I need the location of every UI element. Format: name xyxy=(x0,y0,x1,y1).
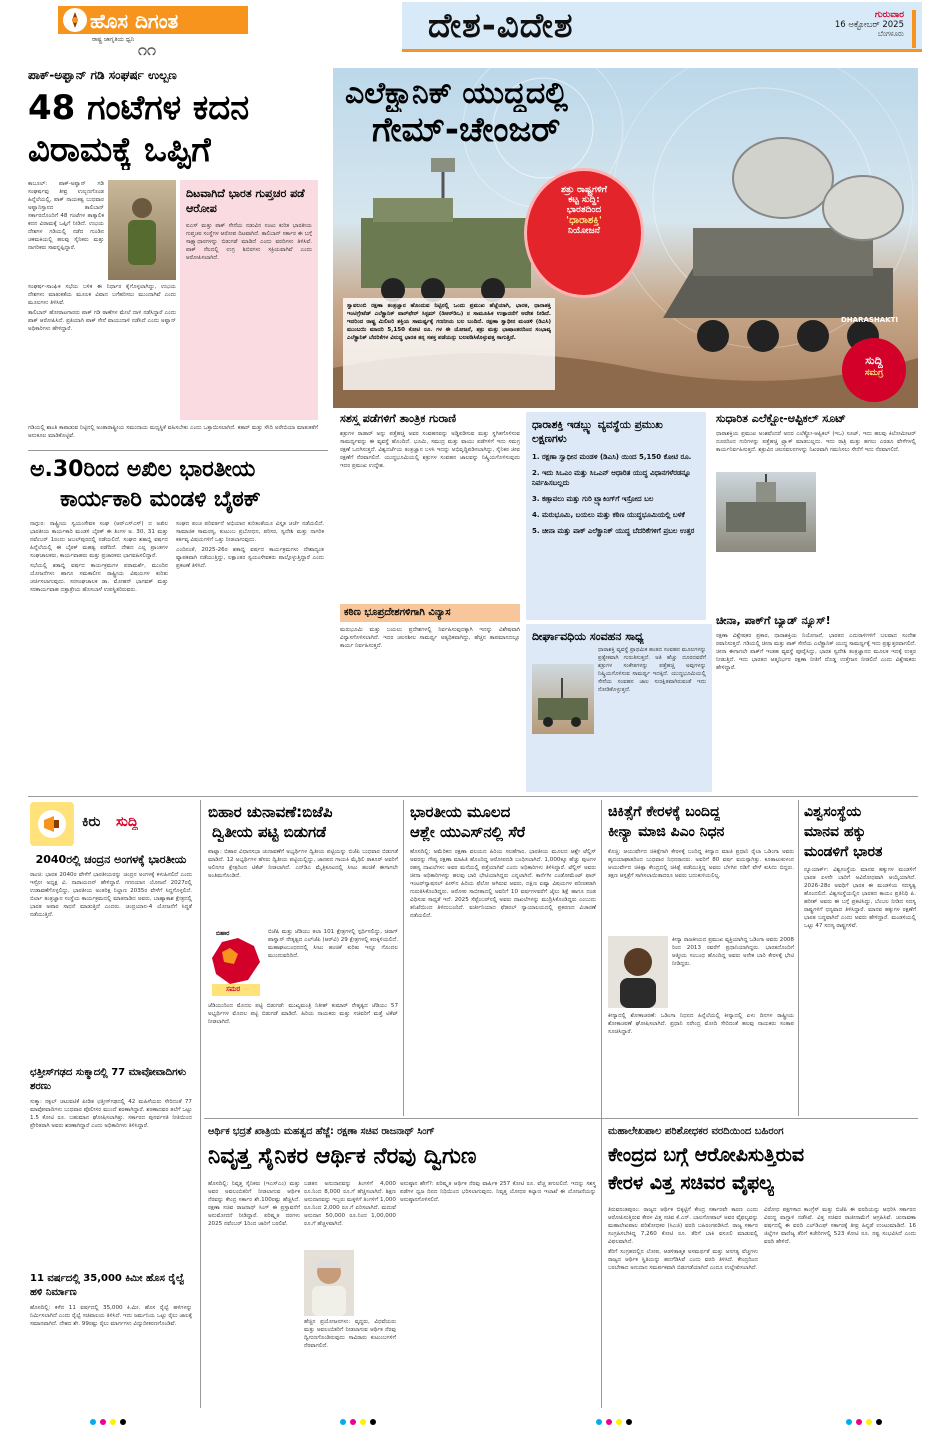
pension-headline: ನಿವೃತ್ತ ಸೈನಿಕರ ಆರ್ಥಿಕ ನೆರವು ದ್ವಿಗುಣ xyxy=(208,1144,477,1169)
bihar-body xyxy=(208,848,398,924)
pension-body-col1 xyxy=(208,1180,300,1406)
callout-line: ಶತ್ರು ರಾಷ್ಟ್ರಗಳಿಗೆ xyxy=(560,185,608,195)
pension-body-col3 xyxy=(400,1180,596,1406)
pension-kicker: ಆರ್ಥಿಕ ಭದ್ರತೆ ಖಾತ್ರಿಯ ಮಹತ್ವದ ಹೆಜ್ಜೆ: ರಕ್ಷಣಾ ಸಚಿವ ರಾಜನಾಥ್ ಸಿಂಗ್ xyxy=(208,1126,435,1137)
bihar-headline-line1: ಬಿಹಾರ ಚುನಾವಣೆ:ಬಿಜೆಪಿ xyxy=(208,803,333,821)
bihar-body-b xyxy=(268,928,398,998)
bihar-body-c xyxy=(208,1002,398,1112)
kiru-item-headline: 11 ವರ್ಷದಲ್ಲಿ 35,000 ಕಿಮೀ ಹೊಸ ರೈಲ್ವೆ ಹಳಿ ನಿರ್ಮಾಣ xyxy=(30,1273,185,1298)
kiru-item-body: ಸುಕ್ಮಾ: ನಕ್ಸಲ್ ಚಟುವಟಿಕೆ ಪೀಡಿತ ಛತ್ತೀಸ್‌ಗಢದಲ್ಲಿ 42 ಮಹಿಳೆಯರು ಸೇರಿದಂತೆ 77 ಮಾವೋವಾದಿಗಳು ಬುಧವಾರ ಪೊಲೀಸರ ಮುಂದೆ ಶರಣಾಗಿದ್ದಾರೆ. ಶರಣಾದವರ ತಲೆಗೆ ಒಟ್ಟು 1.5 ಕೋಟಿ ರೂ. ಬಹುಮಾನ ಘೋಷಿಸಲಾಗಿತ್ತು. ಸರ್ಕಾರದ ಪುನರ್ವಸತಿ ನೀತಿಯಿಂದ ಪ್ರೇರಿತರಾಗಿ ಅವರು ಶರಣಾಗಿದ್ದಾರೆ ಎಂದು ಅಧಿಕಾರಿಗಳು ತಿಳಿಸಿದ್ದಾರೆ. xyxy=(30,1099,192,1129)
kenya-body-c xyxy=(608,1012,794,1110)
ashley-headline-line2: ಆಶ್ಲೇ ಯುಎಸ್‌ನಲ್ಲಿ ಸೆರೆ xyxy=(410,823,526,841)
kenya-body xyxy=(608,848,794,934)
feature-headline-line1: ಎಲೆಕ್ಟ್ರಾನಿಕ್ ಯುದ್ಧದಲ್ಲಿ xyxy=(345,76,568,111)
lead-headline-line1: 48 ಗಂಟೆಗಳ ಕದನ xyxy=(28,88,250,128)
masthead xyxy=(0,0,945,60)
unhrc-body: ನ್ಯೂಯಾರ್ಕ್: ವಿಶ್ವಸಂಸ್ಥೆಯ ಮಾನವ ಹಕ್ಕುಗಳ ಮಂಡಳಿಗೆ ಭಾರತ ಏಳನೇ ಬಾರಿಗೆ ಅವಿರೋಧವಾಗಿ ಆಯ್ಕೆಯಾಗಿದೆ. 2026-28ರ ಅವಧಿಗೆ ಭಾರತ ಈ ಮಂಡಳಿಯ ಸದಸ್ಯತ್ವ ಹೊಂದಲಿದೆ. ವಿಶ್ವಸಂಸ್ಥೆಯಲ್ಲಿನ ಭಾರತದ ಕಾಯಂ ಪ್ರತಿನಿಧಿ ಪಿ. ಹರೀಶ್ ಅವರು ಈ ಬಗ್ಗೆ ಪ್ರಕಟಿಸಿದ್ದು, ಬೆಂಬಲ ನೀಡಿದ ಸದಸ್ಯ ರಾಷ್ಟ್ರಗಳಿಗೆ ಧನ್ಯವಾದ ತಿಳಿಸಿದ್ದಾರೆ. ಮಾನವ ಹಕ್ಕುಗಳ ರಕ್ಷಣೆಗೆ ಭಾರತ ಬದ್ಧವಾಗಿದೆ ಎಂದು ಅವರು ಹೇಳಿದ್ದಾರೆ. ಮಂಡಳಿಯಲ್ಲಿ ಒಟ್ಟು 47 ಸದಸ್ಯ ರಾಷ್ಟ್ರಗಳಿವೆ. xyxy=(804,867,916,929)
unhrc-headline-line3: ಮಂಡಳಿಗೆ ಭಾರತ xyxy=(804,844,883,860)
divider xyxy=(403,800,404,1116)
date-block xyxy=(810,10,916,48)
callout-line: ನಿಯೋಜನೆ xyxy=(568,226,600,236)
kenya-headline-line1: ಚಿಕಿತ್ಸೆಗೆ ಕೇರಳಕ್ಕೆ ಬಂದಿದ್ದ xyxy=(608,804,721,820)
kenya-paragraph: ಕೊಚ್ಚಿ: ಆಯುರ್ವೇದ ಚಿಕಿತ್ಸೆಗಾಗಿ ಕೇರಳಕ್ಕೆ ಬಂದಿದ್ದ ಕೀನ್ಯಾದ ಮಾಜಿ ಪ್ರಧಾನಿ ರೈಲಾ ಒಡಿಂಗಾ ಅವರು ಹೃದಯಾಘಾತದಿಂದ ಬುಧವಾರ ನಿಧನರಾದರು. ಅವರಿಗೆ 80 ವರ್ಷ ವಯಸ್ಸಾಗಿತ್ತು. ಕೂತಾಟುಕುಳಂನ ಆಯುರ್ವೇದ ಚಿಕಿತ್ಸಾ ಕೇಂದ್ರದಲ್ಲಿ ಚಿಕಿತ್ಸೆ ಪಡೆಯುತ್ತಿದ್ದ ಅವರು ಬೆಳಗಿನ ನಡಿಗೆ ವೇಳೆ ಕುಸಿದು ಬಿದ್ದರು. ತಕ್ಷಣ ಆಸ್ಪತ್ರೆಗೆ ಸಾಗಿಸಲಾಯಿತಾದರೂ ಅವರು ಬದುಕುಳಿಯಲಿಲ್ಲ. xyxy=(608,849,794,879)
china-pak-body: ರಕ್ಷಣಾ ವಿಶ್ಲೇಷಕರ ಪ್ರಕಾರ, ಧಾರಾಶಕ್ತಿಯ ನಿಯೋಜನೆ, ಭಾರತದ ಎದುರಾಳಿಗಳಿಗೆ ಬಲವಾದ ಸಂದೇಶ ರವಾನಿಸುತ್ತದೆ. ಗಡಿಯಲ್ಲಿ ಚೀನಾ ಮತ್ತು ಪಾಕ್ ಸೇನೆಯ ಎಲೆಕ್ಟ್ರಾನಿಕ್ ಯುದ್ಧ ಸಾಮರ್ಥ್ಯಕ್ಕೆ ಇದು ಪ್ರತ್ಯುತ್ತರವಾಗಲಿದೆ. ಚೀನಾ ಈಗಾಗಲೇ ಪಾಕ್‌ಗೆ ಇಂತಹ ವ್ಯವಸ್ಥೆ ಪೂರೈಸಿದ್ದು, ಭಾರತ ಸ್ವದೇಶಿ ತಂತ್ರಜ್ಞಾನದ ಮೂಲಕ ಇದಕ್ಕೆ ಉತ್ತರ ನೀಡುತ್ತಿದೆ. ಇದು ಭಾರತದ ಆತ್ಮನಿರ್ಭರ ರಕ್ಷಣಾ ನೀತಿಗೆ ದೊಡ್ಡ ಉತ್ತೇಜನ ನೀಡಲಿದೆ ಎಂದು ವಿಶ್ಲೇಷಕರು ಹೇಳಿದ್ದಾರೆ. xyxy=(716,633,916,671)
print-marks xyxy=(90,1410,130,1416)
longrange-headline: ದೀರ್ಘಾವಧಿಯ ಸಂವಹನ ಸಾಧ್ಯ xyxy=(532,630,644,643)
pension-body-col2 xyxy=(304,1180,396,1248)
kenya-paragraph: ಕೀನ್ಯಾ ರಾಜಕೀಯದ ಪ್ರಮುಖ ವ್ಯಕ್ತಿಯಾಗಿದ್ದ ಒಡಿಂಗಾ ಅವರು 2008 ರಿಂದ 2013 ರವರೆಗೆ ಪ್ರಧಾನಿಯಾಗಿದ್ದರು. ಭಾರತದೊಂದಿಗೆ ಆತ್ಮೀಯ ಸಂಬಂಧ ಹೊಂದಿದ್ದ ಅವರು ಅನೇಕ ಬಾರಿ ಕೇರಳಕ್ಕೆ ಭೇಟಿ ನೀಡಿದ್ದರು. xyxy=(672,937,794,967)
kiru-item xyxy=(30,1272,192,1406)
longrange-photo xyxy=(532,664,594,734)
rss-paragraph: ಸಂಘದ ಪಂಚ ಪರಿವರ್ತನೆ ಅಭಿಯಾನ ಕುರಿತಂತೆಯೂ ವಿಸ್ತೃತ ಚರ್ಚೆ ನಡೆಯಲಿದೆ. ಸಾಮಾಜಿಕ ಸಾಮರಸ್ಯ, ಕುಟುಂಬ ಪ್ರಬೋಧನ, ಪರಿಸರ, ಸ್ವದೇಶಿ ಮತ್ತು ನಾಗರಿಕ ಕರ್ತವ್ಯ ವಿಷಯಗಳಿಗೆ ಒತ್ತು ನೀಡಲಾಗುವುದು. xyxy=(176,521,324,543)
tech-headline: ಸಶಸ್ತ್ರ ಪಡೆಗಳಿಗೆ ತಾಂತ್ರಿಕ ಗುರಾಣಿ xyxy=(340,412,457,425)
callout-line: ಕಟ್ಟ ಸುದ್ದಿ: xyxy=(568,195,600,205)
city: ಬೆಂಗಳೂರು xyxy=(877,30,904,38)
kerala-kicker: ಮಹಾಲೇಖಪಾಲ ಪರಿಶೋಧಕರ ವರದಿಯಿಂದ ಬಹಿರಂಗ xyxy=(608,1126,784,1137)
rss-paragraph: ಸಭೆಯಲ್ಲಿ ಶತಾಬ್ದಿ ವರ್ಷದ ಕಾರ್ಯಕ್ರಮಗಳ ಪರಾಮರ್ಶೆ, ಮುಂದಿನ ಯೋಜನೆಗಳು ಹಾಗೂ ಸಮಕಾಲೀನ ರಾಷ್ಟ್ರೀಯ ವಿಷಯಗಳ ಕುರಿತು ಚರ್ಚಿಸಲಾಗುವುದು. ಸರಸಂಘಚಾಲಕ ಡಾ. ಮೋಹನ್ ಭಾಗವತ್ ಮತ್ತು ಸರಕಾರ್ಯವಾಹ ದತ್ತಾತ್ರೇಯ ಹೊಸಬಾಳೆ ಉಪಸ್ಥಿತರಿರುವರು. xyxy=(30,563,168,593)
lead-kicker: ಪಾಕ್-ಅಫ್ಘಾನ್ ಗಡಿ ಸಂಘರ್ಷ ಉಲ್ಬಣ xyxy=(28,68,177,82)
sidebar-body: ಐಎಸ್ ಮತ್ತು ಪಾಕ್ ಸೇನೆಯ ನಡುವಿನ ನಂಟು ಕುರಿತ ಭಾರತೀಯ ಗುಪ್ತಚರ ಸಂಸ್ಥೆಗಳ ಆರೋಪ ದಿಟವಾಗಿದೆ. ತಾಲಿಬಾನ್ ಸರ್ಕಾರ ಈ ಬಗ್ಗೆ ಸಾಕ್ಷ್ಯಾಧಾರಗಳನ್ನು ಬಿಡುಗಡೆ ಮಾಡಿದೆ ಎಂದು ವರದಿಗಳು ತಿಳಿಸಿವೆ. ಪಾಕ್ ನೆಲದಲ್ಲಿ ಉಗ್ರ ಶಿಬಿರಗಳು ಸಕ್ರಿಯವಾಗಿವೆ ಎಂದು ಆರೋಪಿಸಲಾಗಿದೆ. xyxy=(186,223,312,261)
kenya-body-b xyxy=(672,936,794,1008)
print-marks xyxy=(340,1410,380,1416)
feature-item: 3. ಕಣ್ಗಾವಲು ಮತ್ತು ಗುರಿ ಟ್ರ್ಯಾಕಿಂಗ್‌ಗೆ ಇಸ್ರೋದ ಬಲ xyxy=(532,495,654,503)
terrain-headline: ಕಠಿಣ ಭೂಪ್ರದೇಶಗಳಿಗಾಗಿ ವಿನ್ಯಾಸ xyxy=(340,604,520,622)
lead-photo xyxy=(108,180,176,280)
unhrc-headline-line1: ವಿಶ್ವಸಂಸ್ಥೆಯ xyxy=(804,804,862,820)
kenya-headline-line2: ಕೀನ್ಯಾ ಮಾಜಿ ಪಿಎಂ ನಿಧನ xyxy=(608,824,725,840)
sensor-body: ಧಾರಾಶಕ್ತಿಯ ಪ್ರಮುಖ ಅಂಶವೆಂದರೆ ಅದರ ಎಲೆಕ್ಟ್ರೋ-ಆಪ್ಟಿಕಲ್ (ಇಒ) ಸೂಟ್, ಇದು ಹಲವು ಕಿಲೋಮೀಟರ್ ದೂರದಿಂದ ಗುರಿಗಳನ್ನು ಪತ್ತೆಹಚ್ಚಿ ಟ್ರ್ಯಾಕ್ ಮಾಡಬಲ್ಲದು. ಇದು ರಾತ್ರಿ ಮತ್ತು ಹಗಲು ಎರಡೂ ವೇಳೆಗಳಲ್ಲಿ ಕಾರ್ಯನಿರ್ವಹಿಸುತ್ತದೆ. ಶತ್ರುವಿನ ಚಲನವಲನಗಳನ್ನು ನಿಖರವಾಗಿ ಗಮನಿಸಲು ಸೇನೆಗೆ ಇದು ನೆರವಾಗಲಿದೆ. xyxy=(716,431,916,453)
section-title: ದೇಶ-ವಿದೇಶ xyxy=(428,6,574,46)
pension-body-col2b xyxy=(304,1318,396,1406)
brand-tagline: ರಾಷ್ಟ್ರ ಜಾಗೃತಿಯ ಧ್ವನಿ xyxy=(92,36,135,43)
feature-item: 2. ಇದು ಸಿಒಎಂ ಮತ್ತು ಸಿಒಎನ್ ಆಧಾರಿತ ಯುದ್ಧ ವಿಧಾನಗಳೆರಡನ್ನೂ ನಿರ್ವಹಿಸಬಲ್ಲದು xyxy=(532,469,691,487)
kiru-label2: ಸುದ್ದಿ xyxy=(116,814,139,830)
bihar-headline-line2: ದ್ವಿತೀಯ ಪಟ್ಟಿ ಬಿಡುಗಡೆ xyxy=(212,823,327,841)
date: 16 ಅಕ್ಟೋಬರ್ 2025 xyxy=(834,20,904,30)
sidebar-headline: ದಿಟವಾಗಿದೆ ಭಾರತ ಗುಪ್ತಚರ ಪಡೆ ಆರೋಪ xyxy=(186,187,305,215)
megaphone-icon xyxy=(38,810,66,838)
bihar-paragraph: ಬಿಜೆಪಿ ಮತ್ತು ಜೆಡಿಯು ತಲಾ 101 ಕ್ಷೇತ್ರಗಳಲ್ಲಿ ಸ್ಪರ್ಧಿಸಲಿದ್ದು, ಚಿರಾಗ್ ಪಾಸ್ವಾನ್ ನೇತೃತ್ವದ ಎಲ್‌ಜೆಪಿ (ಆರ್‌ವಿ) 29 ಕ್ಷೇತ್ರಗಳಲ್ಲಿ ಕಣಕ್ಕಿಳಿಯಲಿದೆ. ಮಹಾಘಟಬಂಧನದಲ್ಲಿ ಸೀಟು ಹಂಚಿಕೆ ಕುರಿತು ಇನ್ನೂ ಗೊಂದಲ ಮುಂದುವರಿದಿದೆ. xyxy=(268,929,398,959)
feature-item: 5. ಚೀನಾ ಮತ್ತು ಪಾಕ್ ಎಲೆಕ್ಟ್ರಾನಿಕ್ ಯುದ್ಧ ಬೆದರಿಕೆಗಳಿಗೆ ಪ್ರಬಲ ಉತ್ತರ xyxy=(532,527,695,535)
feature-item: 1. ರಕ್ಷಣಾ ಸ್ವಾಧೀನ ಮಂಡಳಿ (ಡಿಎಸಿ) ಯಿಂದ 5,150 ಕೋಟಿ ರೂ. xyxy=(532,453,692,461)
lead-paragraph: ಗಡಿಯಲ್ಲಿ ಶಾಂತಿ ಕಾಪಾಡುವ ನಿಟ್ಟಿನಲ್ಲಿ ಅಂತಾರಾಷ್ಟ್ರೀಯ ಸಮುದಾಯ ಮಧ್ಯಸ್ಥಿಕೆ ವಹಿಸಬೇಕು ಎಂದು ಒತ್ತಾಯಿಸಲಾಗಿದೆ. ಕತಾರ್ ಮತ್ತು ಸೌದಿ ಅರೇಬಿಯಾ ಮಾತುಕತೆಗೆ ಅನುಕೂಲ ಮಾಡಿಕೊಟ್ಟಿವೆ. xyxy=(28,425,318,439)
kiru-item xyxy=(30,1066,192,1266)
features-headline: ಧಾರಾಶಕ್ತಿ ಇಡಬ್ಲ್ಯು ವ್ಯವಸ್ಥೆಯ ಪ್ರಮುಖ ಲಕ್ಷಣಗಳು xyxy=(532,419,663,445)
rss-paragraph: ಎಂದಿನಂತೆ, 2025-26ರ ಶತಾಬ್ದಿ ವರ್ಷದ ಕಾರ್ಯಕ್ರಮಗಳು ದೇಶಾದ್ಯಂತ ವ್ಯಾಪಕವಾಗಿ ನಡೆಯುತ್ತಿದ್ದು, ಲಕ್ಷಾಂತರ ಸ್ವಯಂಸೇವಕರು ಪಾಲ್ಗೊಳ್ಳುತ್ತಿದ್ದಾರೆ ಎಂದು ಪ್ರಕಟಣೆ ತಿಳಿಸಿದೆ. xyxy=(176,547,324,569)
rss-headline-line1: ಅ.30ರಿಂದ ಅಖಿಲ ಭಾರತೀಯ xyxy=(30,457,256,482)
print-marks xyxy=(596,1410,636,1416)
divider xyxy=(28,450,328,451)
rss-body-col2 xyxy=(176,520,324,790)
terrain-box xyxy=(340,604,520,790)
pension-paragraph: ಹೊಸದಿಲ್ಲಿ: ನಿವೃತ್ತ ಸೈನಿಕರು (ಇಎಸ್‌ಎಂ) ಮತ್ತು ಅವರ ಅವಲಂಬಿತರಿಗೆ ನೀಡಲಾಗುವ ಆರ್ಥಿಕ ನೆರವನ್ನು ಕೇಂದ್ರ ಸರ್ಕಾರ ಶೇ.100ರಷ್ಟು ಹೆಚ್ಚಿಸಿದೆ. ರಕ್ಷಣಾ ಸಚಿವ ರಾಜನಾಥ್ ಸಿಂಗ್ ಈ ಪ್ರಸ್ತಾವನೆಗೆ ಅನುಮೋದನೆ ನೀಡಿದ್ದಾರೆ. ಪರಿಷ್ಕೃತ ದರಗಳು 2025 ನವೆಂಬರ್ 1ರಿಂದ ಜಾರಿಗೆ ಬರಲಿವೆ. xyxy=(208,1181,300,1227)
map-label: ಬಿಹಾರ xyxy=(216,930,230,937)
lead-paragraph: ತಾಲಿಬಾನ್ ಹೋರಾಟಗಾರರು ಪಾಕ್ ಗಡಿ ಠಾಣೆಗಳ ಮೇಲೆ ದಾಳಿ ನಡೆಸಿದ್ದಾರೆ ಎಂದು ಪಾಕ್ ಆರೋಪಿಸಿದೆ. ಪ್ರತಿಯಾಗಿ ಪಾಕ್ ಸೇನೆ ವಾಯುದಾಳಿ ನಡೆಸಿದೆ ಎಂದು ಅಫ್ಘಾನ್ ಅಧಿಕಾರಿಗಳು ಹೇಳಿದ್ದಾರೆ. xyxy=(28,310,176,332)
divider xyxy=(798,800,799,1116)
lead-bottom-body xyxy=(28,424,318,444)
pension-paragraph: ಬಡತನ ಅನುದಾನವನ್ನು ತಿಂಗಳಿಗೆ 4,000 ರೂ.ನಿಂದ 8,000 ರೂ.ಗೆ ಹೆಚ್ಚಿಸಲಾಗಿದೆ. ಶಿಕ್ಷಣ ಅನುದಾನವನ್ನು ಇಬ್ಬರು ಮಕ್ಕಳಿಗೆ ತಿಂಗಳಿಗೆ 1,000 ರೂ.ನಿಂದ 2,000 ರೂ.ಗೆ ಏರಿಸಲಾಗಿದೆ. ಮದುವೆ ಅನುದಾನ 50,000 ರೂ.ನಿಂದ 1,00,000 ರೂ.ಗೆ ಹೆಚ್ಚಳವಾಗಿದೆ. xyxy=(304,1181,396,1227)
divider xyxy=(204,1118,918,1119)
kiru-item-headline: 2040ರಲ್ಲಿ ಚಂದ್ರನ ಅಂಗಳಕ್ಕೆ ಭಾರತೀಯ xyxy=(35,853,187,866)
badge-line: ಸಮಗ್ರ xyxy=(864,368,884,378)
feature-caption xyxy=(343,298,555,390)
kiru-header xyxy=(30,802,192,846)
lead-headline-line2: ವಿರಾಮಕ್ಕೆ ಒಪ್ಪಿಗೆ xyxy=(28,130,211,170)
rss-headline-line2: ಕಾರ್ಯಕಾರಿ ಮಂಡಳಿ ಬೈಠಕ್ xyxy=(60,487,261,512)
feature-callout xyxy=(524,168,644,298)
china-pak-headline: ಚೀನಾ, ಪಾಕ್‌ಗೆ ಬ್ಯಾಡ್ ನ್ಯೂಸ್! xyxy=(716,614,831,627)
page-number: ೧೧ xyxy=(138,40,156,59)
ashley-body: ಹೊಸದಿಲ್ಲಿ: ಅಮೆರಿಕದ ರಕ್ಷಣಾ ವಲಯದ ಹಿರಿಯ ಸಲಹೆಗಾರ, ಭಾರತೀಯ ಮೂಲದ ಆಶ್ಲೇ ಟೆಲ್ಲಿಸ್ ಅವರನ್ನು ಗೌಪ್ಯ ರಕ್ಷಣಾ ಮಾಹಿತಿ ಹೊಂದಿದ್ದ ಆರೋಪದಡಿ ಬಂಧಿಸಲಾಗಿದೆ. 1,000ಕ್ಕೂ ಹೆಚ್ಚು ಪುಟಗಳ ರಹಸ್ಯ ದಾಖಲೆಗಳು ಅವರ ಮನೆಯಲ್ಲಿ ಪತ್ತೆಯಾಗಿವೆ ಎಂದು ಅಧಿಕಾರಿಗಳು ತಿಳಿಸಿದ್ದಾರೆ. ಟೆಲ್ಲಿಸ್ ಅವರು ಚೀನಾ ಅಧಿಕಾರಿಗಳನ್ನು ಹಲವು ಬಾರಿ ಭೇಟಿಯಾಗಿದ್ದರು ಎನ್ನಲಾಗಿದೆ. ಕಾರ್ನೆಗೀ ಎಂಡೋಮೆಂಟ್ ಫಾರ್ ಇಂಟರ್‌ನ್ಯಾಷನಲ್ ಪೀಸ್‌ನ ಹಿರಿಯ ಫೆಲೋ ಆಗಿರುವ ಅವರು, ದಕ್ಷಿಣ ಏಷ್ಯಾ ವಿಷಯಗಳ ಪರಿಣತರಾಗಿ ಗುರುತಿಸಿಕೊಂಡಿದ್ದರು. ಆರೋಪ ಸಾಬೀತಾದಲ್ಲಿ ಅವರಿಗೆ 10 ವರ್ಷಗಳವರೆಗೆ ಜೈಲು ಶಿಕ್ಷೆ ಹಾಗೂ ದಂಡ ವಿಧಿಸುವ ಸಾಧ್ಯತೆ ಇದೆ. 2025 ಸೆಪ್ಟೆಂಬರ್‌ನಲ್ಲಿ ಅವರು ದಾಖಲೆಗಳನ್ನು ಮುದ್ರಿಸಿಕೊಂಡಿದ್ದರು ಎಂಬುದು ತನಿಖೆಯಿಂದ ತಿಳಿದುಬಂದಿದೆ. ವರ್ಜೀನಿಯಾದ ಫೆಡರಲ್ ನ್ಯಾಯಾಲಯದಲ್ಲಿ ಪ್ರಕರಣದ ವಿಚಾರಣೆ ನಡೆಯಲಿದೆ. xyxy=(410,849,596,919)
bihar-paragraph: ಪಾಟ್ನಾ: ಬಿಹಾರ ವಿಧಾನಸಭಾ ಚುನಾವಣೆಗೆ ಅಭ್ಯರ್ಥಿಗಳ ದ್ವಿತೀಯ ಪಟ್ಟಿಯನ್ನು ಬಿಜೆಪಿ ಬುಧವಾರ ಬಿಡುಗಡೆ ಮಾಡಿದೆ. 12 ಅಭ್ಯರ್ಥಿಗಳ ಹೆಸರು ದ್ವಿತೀಯ ಪಟ್ಟಿಯಲ್ಲಿದ್ದು, ಜಾನಪದ ಗಾಯಕಿ ಮೈಥಿಲಿ ಠಾಕೂರ್ ಅವರಿಗೆ ಅಲಿನಗರ ಕ್ಷೇತ್ರದಿಂದ ಟಿಕೆಟ್ ನೀಡಲಾಗಿದೆ. ಎನ್‌ಡಿಎ ಮೈತ್ರಿಕೂಟದಲ್ಲಿ ಸೀಟು ಹಂಚಿಕೆ ಈಗಾಗಲೇ ಅಂತಿಮಗೊಂಡಿದೆ. xyxy=(208,849,398,879)
feature-item: 4. ಮರುಭೂಮಿ, ಬಯಲು ಮತ್ತು ಕಠಿಣ ಯುದ್ಧಭೂಮಿಯಲ್ಲಿ ಬಳಕೆ xyxy=(532,511,685,519)
badge-line: ಸುದ್ದಿ xyxy=(865,354,883,367)
kiru-label1: ಕಿರು xyxy=(82,814,101,830)
print-marks xyxy=(846,1410,886,1416)
tech-column xyxy=(340,412,520,602)
sensor-column xyxy=(716,412,916,612)
kerala-body-col2 xyxy=(764,1206,916,1406)
pension-paragraph: ಹೆಚ್ಚಿನ ಪ್ರಯೋಜನಗಳು: ವೃದ್ಧರು, ವಿಧವೆಯರು ಮತ್ತು ಅವಲಂಬಿತರಿಗೆ ನೀಡಲಾಗುವ ಆರ್ಥಿಕ ನೆರವು ದ್ವಿಗುಣಗೊಂಡಿರುವುದು ಸಾವಿರಾರು ಕುಟುಂಬಗಳಿಗೆ ನೆರವಾಗಲಿದೆ. xyxy=(304,1319,396,1349)
unhrc-headline-line2: ಮಾನವ ಹಕ್ಕು xyxy=(804,824,866,840)
divider xyxy=(200,800,201,1408)
kiru-item xyxy=(30,852,192,1062)
kerala-paragraph: ತೆರಿಗೆ ಸಂಗ್ರಹದಲ್ಲಿನ ಲೋಪ, ಆಡಳಿತಾತ್ಮಕ ಅಸಮರ್ಥತೆ ಮತ್ತು ಅನಗತ್ಯ ವೆಚ್ಚಗಳು ರಾಜ್ಯದ ಆರ್ಥಿಕ ಸ್ಥಿತಿಯನ್ನು ಹದಗೆಡಿಸಿವೆ ಎಂದು ವರದಿ ತಿಳಿಸಿದೆ. ಕೇಂದ್ರದಿಂದ ಬರಬೇಕಾದ ಅನುದಾನ ಸಮರ್ಪಕವಾಗಿ ಬಿಡುಗಡೆಯಾಗಿದೆ ಎಂದೂ ಉಲ್ಲೇಖಿಸಲಾಗಿದೆ. xyxy=(608,1249,758,1271)
sensor-photo xyxy=(716,472,816,552)
kerala-paragraph: ತಿರುವನಂತಪುರಂ: ರಾಜ್ಯದ ಆರ್ಥಿಕ ಬಿಕ್ಕಟ್ಟಿಗೆ ಕೇಂದ್ರ ಸರ್ಕಾರವೇ ಕಾರಣ ಎಂದು ಆರೋಪಿಸುತ್ತಿರುವ ಕೇರಳ ವಿತ್ತ ಸಚಿವ ಕೆ.ಎನ್. ಬಾಲಗೋಪಾಲ್ ಅವರ ವೈಫಲ್ಯವನ್ನು ಮಹಾಲೇಖಪಾಲ ಪರಿಶೋಧಕರ (ಸಿಎಜಿ) ವರದಿ ಬಹಿರಂಗಪಡಿಸಿದೆ. ರಾಜ್ಯ ಸರ್ಕಾರ ಸಂಗ್ರಹಿಸಬೇಕಿದ್ದ 7,260 ಕೋಟಿ ರೂ. ತೆರಿಗೆ ಬಾಕಿ ವಸೂಲಿ ಮಾಡುವಲ್ಲಿ ವಿಫಲವಾಗಿದೆ. xyxy=(608,1207,758,1245)
kenya-paragraph: ಕೀನ್ಯಾದಲ್ಲಿ ಶೋಕಾಚರಣೆ: ಒಡಿಂಗಾ ನಿಧನದ ಹಿನ್ನೆಲೆಯಲ್ಲಿ ಕೀನ್ಯಾದಲ್ಲಿ ಏಳು ದಿನಗಳ ರಾಷ್ಟ್ರೀಯ ಶೋಕಾಚರಣೆ ಘೋಷಿಸಲಾಗಿದೆ. ಪ್ರಧಾನಿ ನರೇಂದ್ರ ಮೋದಿ ಸೇರಿದಂತೆ ಹಲವು ನಾಯಕರು ಸಂತಾಪ ಸೂಚಿಸಿದ್ದಾರೆ. xyxy=(608,1013,794,1035)
rss-paragraph: ನಾಗ್ಪುರ: ರಾಷ್ಟ್ರೀಯ ಸ್ವಯಂಸೇವಕ ಸಂಘ (ಆರ್‌ಎಸ್‌ಎಸ್) ದ ಅಖಿಲ ಭಾರತೀಯ ಕಾರ್ಯಕಾರಿ ಮಂಡಳಿ ಬೈಠಕ್ ಈ ತಿಂಗಳ ಅ. 30, 31 ಮತ್ತು ನವೆಂಬರ್ 1ರಂದು ಜಬಲ್‌ಪುರದಲ್ಲಿ ನಡೆಯಲಿದೆ. ಸಂಘದ ಶತಾಬ್ದಿ ವರ್ಷದ ಹಿನ್ನೆಲೆಯಲ್ಲಿ ಈ ಬೈಠಕ್ ಮಹತ್ವ ಪಡೆದಿದೆ. ದೇಶದ ಎಲ್ಲ ಪ್ರಾಂತಗಳ ಸಂಘಚಾಲಕರು, ಕಾರ್ಯವಾಹರು ಮತ್ತು ಪ್ರಚಾರಕರು ಭಾಗವಹಿಸಲಿದ್ದಾರೆ. xyxy=(30,521,168,559)
terrain-body: ಮರುಭೂಮಿ ಮತ್ತು ಬಯಲು ಪ್ರದೇಶಗಳಲ್ಲಿ ನಿರ್ವಹಿಸುವುದಕ್ಕಾಗಿ ಇದನ್ನು ವಿಶೇಷವಾಗಿ ವಿನ್ಯಾಸಗೊಳಿಸಲಾಗಿದೆ. ಇದರ ಚಲನಶೀಲ ಸಾಮರ್ಥ್ಯ ಅತ್ಯಧಿಕವಾಗಿದ್ದು, ಹೆಚ್ಚಿನ ತಾಪಮಾನದಲ್ಲೂ ಕಾರ್ಯ ನಿರ್ವಹಿಸುತ್ತದೆ. xyxy=(340,627,520,649)
feature-headline-line2: ಗೇಮ್-ಚೇಂಜರ್ xyxy=(372,110,561,150)
brand-name: ಹೊಸ ದಿಗಂತ xyxy=(90,9,179,33)
pension-paragraph: ಅನುಷ್ಠಾನ ಹೇಗೆ?: ಪರಿಷ್ಕೃತ ಆರ್ಥಿಕ ನೆರವು ವಾರ್ಷಿಕ 257 ಕೋಟಿ ರೂ. ವೆಚ್ಚ ತಗುಲಲಿದೆ. ಇದನ್ನು ಸಶಸ್ತ್ರ ಪಡೆಗಳ ಧ್ವಜ ದಿನದ ನಿಧಿಯಿಂದ ಭರಿಸಲಾಗುವುದು. ನಿವೃತ್ತ ಯೋಧರ ಕಲ್ಯಾಣ ಇಲಾಖೆ ಈ ಯೋಜನೆಯನ್ನು ಅನುಷ್ಠಾನಗೊಳಿಸಲಿದೆ. xyxy=(400,1181,596,1203)
kenya-photo xyxy=(608,936,668,1008)
day: ಗುರುವಾರ xyxy=(874,10,904,20)
samagra-badge xyxy=(842,338,906,402)
callout-line: 'ಧಾರಾಶಕ್ತಿ' xyxy=(566,215,602,226)
ashley-headline-line1: ಭಾರತೀಯ ಮೂಲದ xyxy=(410,803,511,821)
longrange-box xyxy=(526,624,712,792)
kiru-item-body: ರಾಂಚಿ: ಭಾರತ 2040ರ ವೇಳೆಗೆ ಭಾರತೀಯರನ್ನು ಚಂದ್ರನ ಅಂಗಳಕ್ಕೆ ಕಳುಹಿಸಲಿದೆ ಎಂದು ಇಸ್ರೋ ಅಧ್ಯಕ್ಷ ವಿ. ನಾರಾಯಣನ್ ಹೇಳಿದ್ದಾರೆ. ಗಗನಯಾನ ಯೋಜನೆ 2027ರಲ್ಲಿ ಉಡಾವಣೆಗೊಳ್ಳಲಿದ್ದು, ಭಾರತೀಯ ಅಂತರಿಕ್ಷ ನಿಲ್ದಾಣ 2035ರ ವೇಳೆಗೆ ಸಿದ್ಧಗೊಳ್ಳಲಿದೆ. ಬಿರ್ಲಾ ತಂತ್ರಜ್ಞಾನ ಸಂಸ್ಥೆಯ ಕಾರ್ಯಕ್ರಮದಲ್ಲಿ ಮಾತನಾಡಿದ ಅವರು, ಬಾಹ್ಯಾಕಾಶ ಕ್ಷೇತ್ರದಲ್ಲಿ ಭಾರತ ಅಪಾರ ಸಾಧನೆ ಮಾಡುತ್ತಿದೆ ಎಂದರು. ಚಂದ್ರಯಾನ-4 ಯೋಜನೆಗೆ ಸಿದ್ಧತೆ ನಡೆಯುತ್ತಿದೆ. xyxy=(30,872,192,918)
kiru-item-body: ಹೊಸದಿಲ್ಲಿ: ಕಳೆದ 11 ವರ್ಷದಲ್ಲಿ 35,000 ಕಿ.ಮೀ. ಹೊಸ ರೈಲ್ವೆ ಹಳಿಗಳನ್ನು ನಿರ್ಮಿಸಲಾಗಿದೆ ಎಂದು ರೈಲ್ವೆ ಸಚಿವಾಲಯ ತಿಳಿಸಿದೆ. ಇದು ಜರ್ಮನಿಯ ಒಟ್ಟು ರೈಲು ಜಾಲಕ್ಕೆ ಸಮಾನವಾಗಿದೆ. ದೇಶದ ಶೇ. 99ರಷ್ಟು ರೈಲು ಮಾರ್ಗಗಳು ವಿದ್ಯುದೀಕರಣಗೊಂಡಿವೆ. xyxy=(30,1305,192,1327)
lead-body-col1 xyxy=(28,180,104,280)
tech-body: ಶತ್ರುಗಳ ರಾಡಾರ್ ಅನ್ನು ಪತ್ತೆಹಚ್ಚಿ ಅವರ ಸಂವಹನವನ್ನು ಅಡ್ಡಿಪಡಿಸುವ ಮತ್ತು ಸ್ಥಗಿತಗೊಳಿಸುವ ಸಾಮರ್ಥ್ಯವನ್ನು ಈ ವ್ಯವಸ್ಥೆ ಹೊಂದಿದೆ. ಭೂಮಿ, ಸಮುದ್ರ ಮತ್ತು ವಾಯು ಪಡೆಗಳಿಗೆ ಇದು ಸಮಗ್ರ ರಕ್ಷಣೆ ಒದಗಿಸುತ್ತದೆ. ವಿಶ್ವದರ್ಜೆಯ ತಂತ್ರಜ್ಞಾನ ಬಳಸಿ ಇದನ್ನು ಅಭಿವೃದ್ಧಿಪಡಿಸಲಾಗಿದ್ದು, ಸೈನಿಕರ ಜೀವ ರಕ್ಷಣೆಗೆ ನೆರವಾಗಲಿದೆ. ಯುದ್ಧಭೂಮಿಯಲ್ಲಿ ಶತ್ರುಗಳ ಸಂವಹನ ಜಾಲವನ್ನು ನಿಷ್ಕ್ರಿಯಗೊಳಿಸುವುದು ಇದರ ಪ್ರಮುಖ ಉದ್ದೇಶ. xyxy=(340,431,520,469)
divider xyxy=(28,796,918,797)
brand-block xyxy=(0,4,248,59)
lead-body-col1b xyxy=(28,283,176,423)
caption-text: ಸ್ವಾವಲಂಬಿ ರಕ್ಷಣಾ ತಂತ್ರಜ್ಞಾನ ಹೊಂದುವ ನಿಟ್ಟಿನಲ್ಲಿ ಒಂದು ಪ್ರಮುಖ ಹೆಜ್ಜೆಯಾಗಿ, ಭಾರತ, ಧಾರಾಶಕ್ತಿ ಇಂಟಿಗ್ರೇಟೆಡ್ ಎಲೆಕ್ಟ್ರಾನಿಕ್ ವಾರ್‌ಫೇರ್ ಸಿಸ್ಟಮ್ (ಡಿಆರ್‌ಡಿಒ) ನ ಸಾಮೂಹಿಕ ಉತ್ಪಾದನೆಗೆ ಆದೇಶ ನೀಡಿದೆ. ಇದರಿಂದ ರಾಷ್ಟ್ರ ಮಿಲಿಟರಿ ಶಕ್ತಿಯ ಸಾಮರ್ಥ್ಯಕ್ಕೆ ಗಣನೀಯ ಬಲ ಬಂದಿದೆ. ರಕ್ಷಣಾ ಸ್ವಾಧೀನ ಮಂಡಳಿ (ಡಿಎಸಿ) ಮುಂಬಯಿ ಮಾದರಿ 5,150 ಕೋಟಿ ರೂ. ಗಳ ಈ ಯೋಜನೆ, ಶತ್ರು ಮತ್ತು ಭಾಷಾಂತರದಿಂದ ಸಂಭಾವ್ಯ ಎಲೆಕ್ಟ್ರಾನಿಕ್ ಬೆದರಿಕೆಗಳ ವಿರುದ್ಧ ಭಾರತ ತನ್ನ ಸಶಕ್ತ ಪಡೆಯನ್ನು ಬಲಪಡಿಸಿಕೊಳ್ಳುವತ್ತ ಸಾಗುತ್ತಿದೆ. xyxy=(347,303,551,341)
kerala-paragraph: ವಿರೋಧ ಪಕ್ಷಗಳಾದ ಕಾಂಗ್ರೆಸ್ ಮತ್ತು ಬಿಜೆಪಿ ಈ ವರದಿಯನ್ನು ಆಧರಿಸಿ ಸರ್ಕಾರದ ವಿರುದ್ಧ ವಾಗ್ದಾಳಿ ನಡೆಸಿವೆ. ವಿತ್ತ ಸಚಿವರ ರಾಜೀನಾಮೆಗೆ ಆಗ್ರಹಿಸಿವೆ. ಚುನಾವಣಾ ವರ್ಷದಲ್ಲಿ ಈ ವರದಿ ಎಲ್‌ಡಿಎಫ್ ಸರ್ಕಾರಕ್ಕೆ ತೀವ್ರ ಹಿನ್ನಡೆ ಉಂಟುಮಾಡಿದೆ. 16 ಜಿಲ್ಲೆಗಳ ವಾಣಿಜ್ಯ ತೆರಿಗೆ ಕಚೇರಿಗಳಲ್ಲಿ 523 ಕೋಟಿ ರೂ. ನಷ್ಟ ಸಂಭವಿಸಿದೆ ಎಂದು ವರದಿ ಹೇಳಿದೆ. xyxy=(764,1207,916,1245)
bihar-map xyxy=(208,928,264,998)
kiru-item-headline: ಛತ್ತೀಸ್‌ಗಢದ ಸುಕ್ಮಾದಲ್ಲಿ 77 ಮಾವೋವಾದಿಗಳು ಶರಣು xyxy=(30,1067,187,1092)
kerala-headline-line1: ಕೇಂದ್ರದ ಬಗ್ಗೆ ಆರೋಪಿಸುತ್ತಿರುವ xyxy=(608,1144,805,1166)
rss-body-col1 xyxy=(30,520,168,790)
sensor-headline: ಸುಧಾರಿತ ಎಲೆಕ್ಟ್ರೋ-ಆಪ್ಟಿಕಲ್ ಸೂಟ್ xyxy=(716,412,846,425)
longrange-body: ಧಾರಾಶಕ್ತಿ ವ್ಯವಸ್ಥೆ ಪ್ರಾಥಮಿಕ ಹಂತದ ಸಂವಹನ ಮೂಲಗಳನ್ನು ಪ್ರತ್ಯೇಕವಾಗಿ ಗುರುತಿಸುತ್ತದೆ. ಅತಿ ಹೆಚ್ಚು ದೂರದವರೆಗೆ ಶತ್ರುಗಳ ಸಂಕೇತಗಳನ್ನು ಪತ್ತೆಹಚ್ಚಿ ಅವುಗಳನ್ನು ನಿಷ್ಕ್ರಿಯಗೊಳಿಸುವ ಸಾಮರ್ಥ್ಯ ಇದಕ್ಕಿದೆ. ಯುದ್ಧಭೂಮಿಯಲ್ಲಿ ಸೇನೆಯ ಸಂವಹನ ಜಾಲ ಸುರಕ್ಷಿತವಾಗಿರುವಂತೆ ಇದು ನೋಡಿಕೊಳ್ಳುತ್ತದೆ. xyxy=(598,647,706,693)
features-box xyxy=(526,412,706,620)
lead-paragraph: ಕಾಬೂಲ್: ಪಾಕ್-ಅಫ್ಘಾನ್ ಗಡಿ ಸಂಘರ್ಷವು ತೀವ್ರ ಉಲ್ಬಣಗೊಂಡ ಹಿನ್ನೆಲೆಯಲ್ಲಿ, ಪಾಕ್ ನಾಯಕತ್ವ ಬುಧವಾರ ಅಫ್ಘಾನಿಸ್ತಾನದ ತಾಲಿಬಾನ್ ಸರ್ಕಾರದೊಂದಿಗೆ 48 ಗಂಟೆಗಳ ತಾತ್ಕಾಲಿಕ ಕದನ ವಿರಾಮಕ್ಕೆ ಒಪ್ಪಿಗೆ ನೀಡಿದೆ. ಉಭಯ ದೇಶಗಳ ಗಡಿಯಲ್ಲಿ ನಡೆದ ಗುಂಡಿನ ಚಕಮಕಿಯಲ್ಲಿ ಹಲವು ಸೈನಿಕರು ಮತ್ತು ನಾಗರಿಕರು ಸಾವನ್ನಪ್ಪಿದ್ದಾರೆ. xyxy=(28,181,104,251)
callout-line: ಭಾರತದಿಂದ xyxy=(566,205,602,215)
lead-paragraph: ಸಂಘರ್ಷ-ಸಾಂಘಿಕ ಸಭೆಯ ಬಳಿಕ ಈ ನಿರ್ಧಾರ ಕೈಗೊಳ್ಳಲಾಗಿದ್ದು, ಉಭಯ ದೇಶಗಳು ಮಾತುಕತೆಯ ಮೂಲಕ ವಿವಾದ ಬಗೆಹರಿಸಲು ಮುಂದಾಗಿವೆ ಎಂದು ಮೂಲಗಳು ತಿಳಿಸಿವೆ. xyxy=(28,284,176,306)
kerala-headline-line2: ಕೇರಳ ವಿತ್ತ ಸಚಿವರ ವೈಫಲ್ಯ xyxy=(608,1172,775,1194)
map-label: ಸಮರ xyxy=(226,985,241,993)
logo-icon xyxy=(63,8,87,32)
vehicle-label: DHARASHAKTI xyxy=(841,316,899,324)
minister-photo xyxy=(304,1250,354,1316)
divider xyxy=(601,800,602,1408)
bihar-paragraph: ಜೆಡಿಯುದಿಂದ ಮೊದಲ ಪಟ್ಟಿ ಬಿಡುಗಡೆ: ಮುಖ್ಯಮಂತ್ರಿ ನಿತೀಶ್ ಕುಮಾರ್ ನೇತೃತ್ವದ ಜೆಡಿಯು 57 ಅಭ್ಯರ್ಥಿಗಳ ಮೊದಲ ಪಟ್ಟಿ ಬಿಡುಗಡೆ ಮಾಡಿದೆ. ಹಿರಿಯ ನಾಯಕರು ಮತ್ತು ಸಚಿವರಿಗೆ ಮತ್ತೆ ಟಿಕೆಟ್ ನೀಡಲಾಗಿದೆ. xyxy=(208,1003,398,1025)
kerala-body-col1 xyxy=(608,1206,758,1406)
china-pak-column xyxy=(716,614,916,792)
lead-sidebar xyxy=(180,180,318,420)
